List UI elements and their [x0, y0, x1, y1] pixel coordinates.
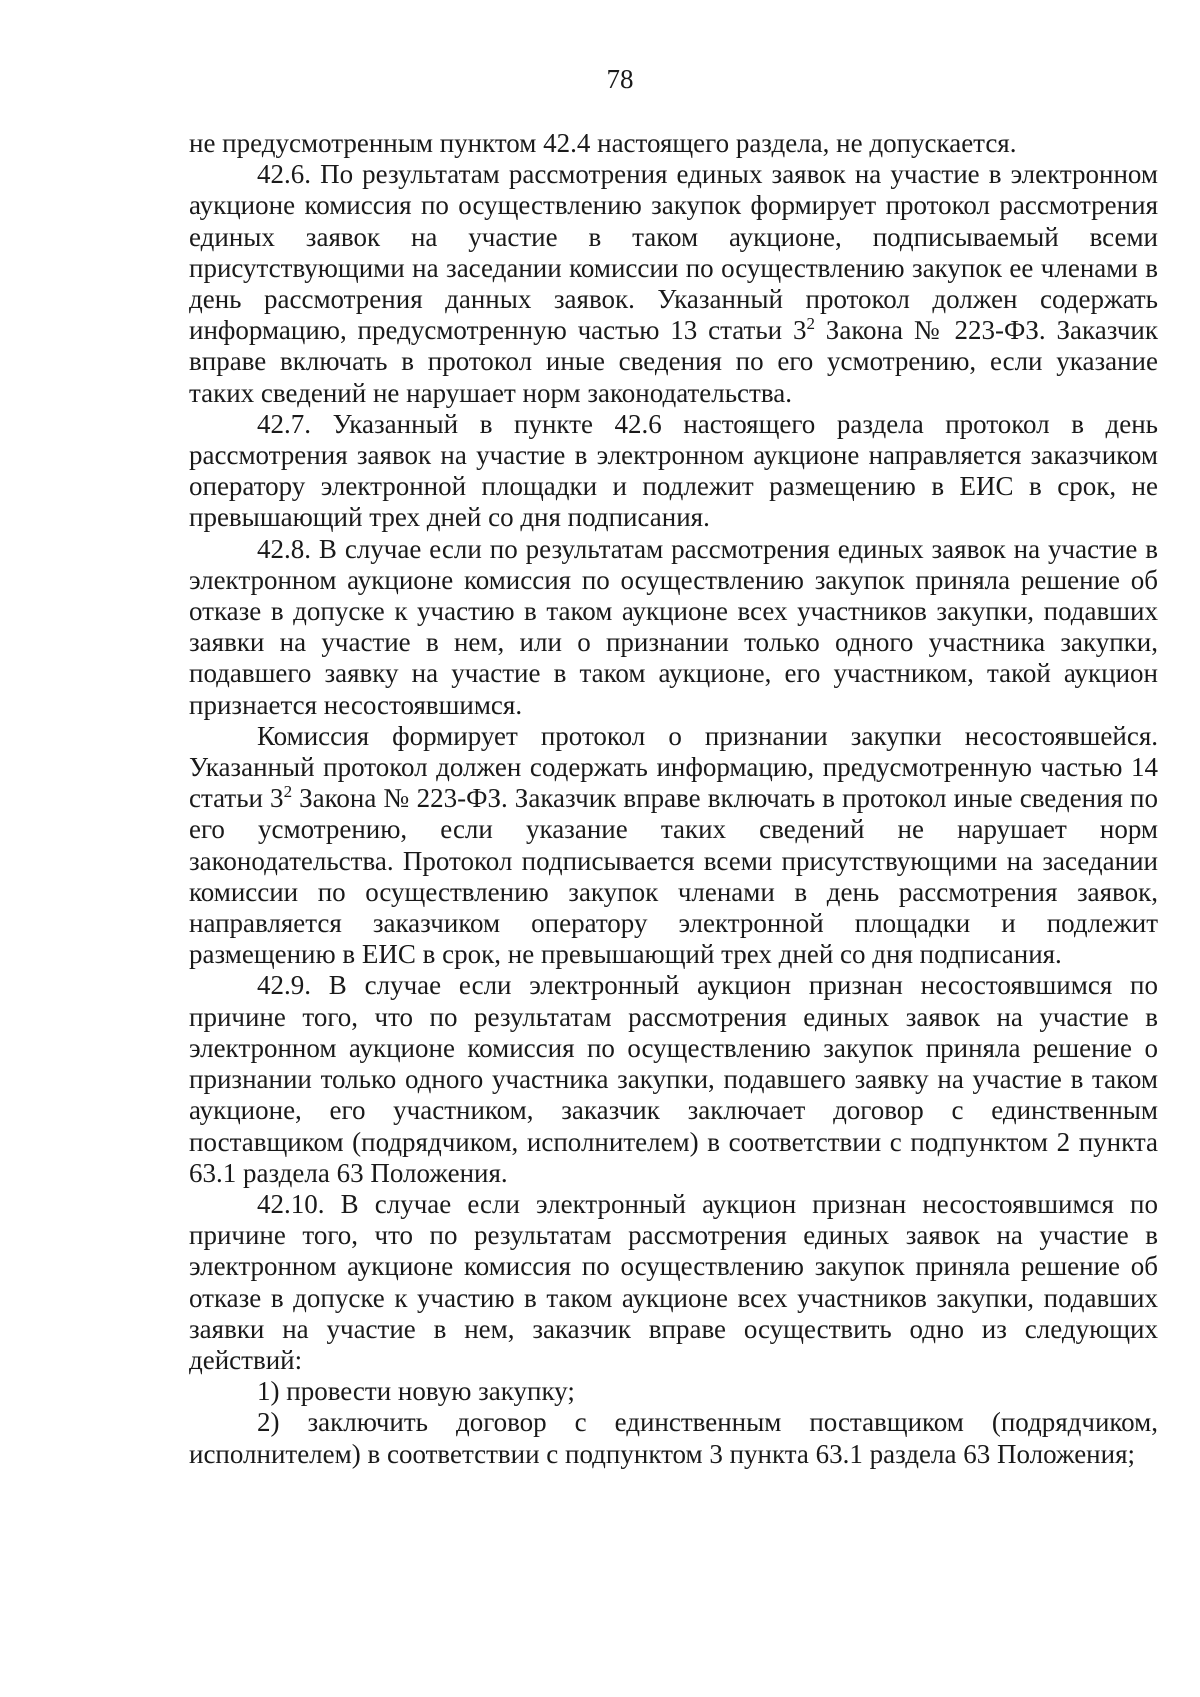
document-body — [189, 128, 1158, 1470]
paragraph-42-9: 42.9. В случае если электронный аукцион признан несостоявшимся по причине того, что по результатам рассмотрения единых заявок на участие в электронном аукционе комиссия по осуществлению закупок приняла решение о признании только одного участника закупки, подавшего заявку на участие в таком аукционе, его участником, заказчик заключает договор с единственным поставщиком (подрядчиком, исполнителем) в соответствии с подпунктом 2 пункта 63.1 раздела 63 Положения. — [189, 970, 1158, 1188]
paragraph-commission-protocol — [189, 721, 1158, 971]
list-item-2: 2) заключить договор с единственным поставщиком (подрядчиком, исполнителем) в соответствии с подпунктом 3 пункта 63.1 раздела 63 Положения; — [189, 1407, 1158, 1469]
paragraph-commission-protocol-text: Комиссия формирует протокол о признании закупки несостоявшейся. Указанный протокол должен содержать информацию, предусмотренную частью 14 статьи 3 — [189, 720, 1158, 814]
superscript-2: 2 — [283, 782, 293, 802]
list-item-1: 1) провести новую закупку; — [257, 1376, 575, 1407]
paragraph-42-6 — [189, 159, 1158, 409]
paragraph-42-7: 42.7. Указанный в пункте 42.6 настоящего раздела протокол в день рассмотрения заявок на участие в электронном аукционе направляется заказчиком оператору электронной площадки и подлежит размещению в ЕИС в срок, не превышающий трех дней со дня подписания. — [189, 408, 1158, 533]
paragraph-42-6-tail: Закона № 223-ФЗ. Заказчик вправе включать в протокол иные сведения по его усмотрению, если указание таких сведений не нарушает норм законодательства. — [189, 315, 1158, 408]
paragraph-commission-protocol-tail: Закона № 223-ФЗ. Заказчик вправе включать в протокол иные сведения по его усмотрению, если указание таких сведений не нарушает норм законодательства. Протокол подписывается всеми присутствующими на заседании комиссии по осуществлению закупок членами в день рассмотрения заявок, направляется заказчиком оператору электронной площадки и подлежит размещению в ЕИС в срок, не превышающий трех дней со дня подписания. — [189, 783, 1158, 970]
superscript-2: 2 — [806, 314, 815, 334]
paragraph-42-8: 42.8. В случае если по результатам рассмотрения единых заявок на участие в электронном аукционе комиссия по осуществлению закупок приняла решение об отказе в допуске к участию в таком аукционе всех участников закупки, подавших заявки на участие в нем, или о признании только одного участника закупки, подавшего заявку на участие в таком аукционе, его участником, такой аукцион признается несостоявшимся. — [189, 533, 1158, 720]
page-number: 78 — [606, 64, 634, 94]
paragraph-continuation: не предусмотренным пунктом 42.4 настоящего раздела, не допускается. — [189, 128, 1017, 158]
paragraph-42-6-text: 42.6. По результатам рассмотрения единых заявок на участие в электронном аукционе комиссия по осуществлению закупок формирует протокол рассмотрения единых заявок на участие в таком аукционе, подписываемый всеми присутствующими на заседании комиссии по осуществлению закупок ее членами в день рассмотрения данных заявок. Указанный протокол должен содержать информацию, предусмотренную частью 13 статьи 3 — [189, 159, 1158, 346]
paragraph-42-10: 42.10. В случае если электронный аукцион признан несостоявшимся по причине того, что по результатам рассмотрения единых заявок на участие в электронном аукционе комиссия по осуществлению закупок приняла решение об отказе в допуске к участию в таком аукционе всех участников закупки, подавших заявки на участие в нем, заказчик вправе осуществить одно из следующих действий: — [189, 1188, 1158, 1375]
